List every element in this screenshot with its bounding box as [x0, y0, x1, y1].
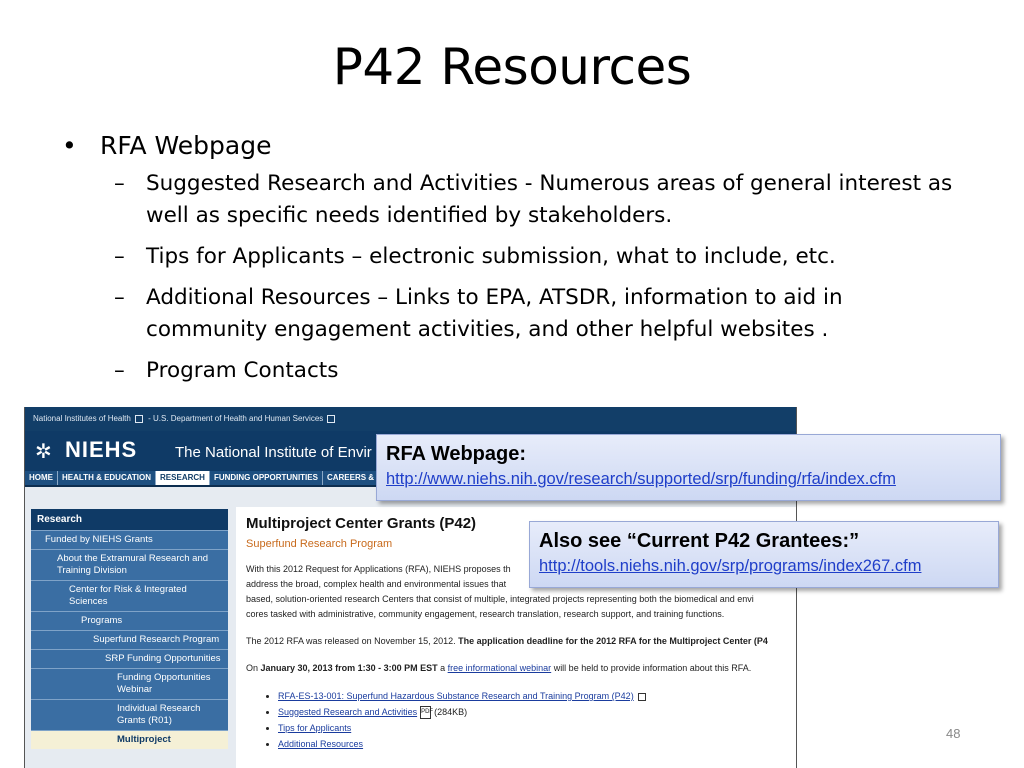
intro-line: address the broad, complex health and environmental issues that [246, 579, 507, 589]
bullet-dot: • [62, 131, 77, 160]
resource-links [246, 688, 797, 752]
topbar-separator: - [148, 414, 151, 423]
callout-heading: RFA Webpage: [386, 443, 527, 465]
hhs-link[interactable]: U.S. Department of Health and Human Services [152, 414, 324, 423]
rfa-link[interactable]: RFA-ES-13-001: Superfund Hazardous Substance Research and Training Program (P42) [278, 691, 634, 701]
rfa-webpage-url[interactable]: http://www.niehs.nih.gov/research/supported/srp/funding/rfa/index.cfm [386, 470, 896, 488]
sub-bullet-dash: – [114, 171, 125, 196]
sidebar-item-superfund[interactable]: Superfund Research Program [31, 630, 228, 649]
webinar-pre: On [246, 663, 261, 673]
suggested-research-link[interactable]: Suggested Research and Activities [278, 707, 418, 717]
sidebar-item-multiproject[interactable]: Multiproject [31, 730, 228, 749]
nav-home[interactable]: HOME [25, 471, 58, 485]
nav-research[interactable]: RESEARCH [156, 471, 210, 485]
page-number: 48 [946, 726, 961, 741]
bullet-rfa-webpage [62, 128, 962, 164]
webinar-mid: a [437, 663, 448, 673]
research-sidebar [31, 509, 228, 749]
sub-bullet-text: Suggested Research and Activities - Numerous areas of general interest as well as specific needs identified by stakeholders. [146, 171, 953, 228]
release-paragraph [246, 634, 797, 649]
file-size: (284KB) [434, 707, 468, 717]
sub-bullet-text: Additional Resources – Links to EPA, ATSDR, information to aid in community engagement activities, and other helpful websites . [146, 285, 843, 342]
sub-bullet-text: Program Contacts [146, 358, 339, 383]
sub-bullet-dash: – [114, 244, 125, 269]
list-item [278, 688, 797, 704]
bullet-list [62, 128, 962, 396]
release-text: The 2012 RFA was released on November 15, 2012. [246, 636, 459, 646]
site-tagline: The National Institute of Envir [175, 444, 372, 461]
intro-line: With this 2012 Request for Applications (RFA), NIEHS proposes th [246, 564, 511, 574]
sidebar-heading[interactable]: Research [31, 509, 228, 530]
intro-line: based, solution-oriented research Centers that consist of multiple, integrated projects representing both the biomedical and envi [246, 594, 754, 604]
webinar-link[interactable]: free informational webinar [447, 663, 552, 673]
external-link-icon [327, 415, 335, 423]
sidebar-item-about-division[interactable]: About the Extramural Research and Training Division [31, 549, 228, 580]
nih-link[interactable]: National Institutes of Health [33, 414, 131, 423]
sub-bullet-list [114, 168, 962, 387]
sub-bullet-additional-resources [114, 282, 962, 346]
top-utility-bar [25, 407, 796, 431]
list-item [278, 720, 797, 736]
sidebar-item-center-risk[interactable]: Center for Risk & Integrated Sciences [31, 580, 228, 611]
external-link-icon [135, 415, 143, 423]
list-item [278, 736, 797, 752]
webinar-paragraph [246, 661, 797, 676]
sidebar-item-r01[interactable]: Individual Research Grants (R01) [31, 699, 228, 730]
grantees-url[interactable]: http://tools.niehs.nih.gov/srp/programs/index267.cfm [539, 557, 922, 575]
sub-bullet-program-contacts [114, 355, 962, 387]
callout-heading: Also see “Current P42 Grantees:” [539, 530, 860, 552]
nav-careers[interactable]: CAREERS & [323, 471, 379, 485]
sidebar-item-webinar[interactable]: Funding Opportunities Webinar [31, 668, 228, 699]
sidebar-item-srp-funding[interactable]: SRP Funding Opportunities [31, 649, 228, 668]
webinar-post: will be held to provide information about this RFA. [551, 663, 752, 673]
sub-bullet-dash: – [114, 358, 125, 383]
additional-resources-link[interactable]: Additional Resources [278, 739, 364, 749]
niehs-eagle-icon: ✲ [35, 441, 52, 463]
sub-bullet-text: Tips for Applicants – electronic submission, what to include, etc. [146, 244, 836, 269]
sidebar-item-funded-grants[interactable]: Funded by NIEHS Grants [31, 530, 228, 549]
nav-funding-opportunities[interactable]: FUNDING OPPORTUNITIES [210, 471, 323, 485]
pdf-icon: PDF [420, 706, 431, 719]
niehs-logo[interactable]: NIEHS [65, 437, 138, 462]
sidebar-item-programs[interactable]: Programs [31, 611, 228, 630]
rfa-webpage-callout [376, 434, 1001, 501]
page-subtitle: Superfund Research Program [246, 538, 393, 550]
list-item [278, 704, 797, 720]
external-link-icon [638, 693, 646, 701]
tips-link[interactable]: Tips for Applicants [278, 723, 352, 733]
sub-bullet-dash: – [114, 285, 125, 310]
sub-bullet-suggested-research [114, 168, 962, 232]
bullet-text: RFA Webpage [100, 131, 272, 160]
intro-line: cores tasked with administrative, community engagement, research translation, research support, and training functions. [246, 609, 725, 619]
page-title: Multiproject Center Grants (P42) [246, 515, 477, 532]
grantees-callout [529, 521, 999, 588]
nav-health-education[interactable]: HEALTH & EDUCATION [58, 471, 156, 485]
webinar-date: January 30, 2013 from 1:30 - 3:00 PM EST [260, 663, 438, 673]
deadline-text: The application deadline for the 2012 RFA for the Multiproject Center (P4 [458, 636, 768, 646]
sub-bullet-tips [114, 241, 962, 273]
slide-title: P42 Resources [332, 38, 692, 96]
